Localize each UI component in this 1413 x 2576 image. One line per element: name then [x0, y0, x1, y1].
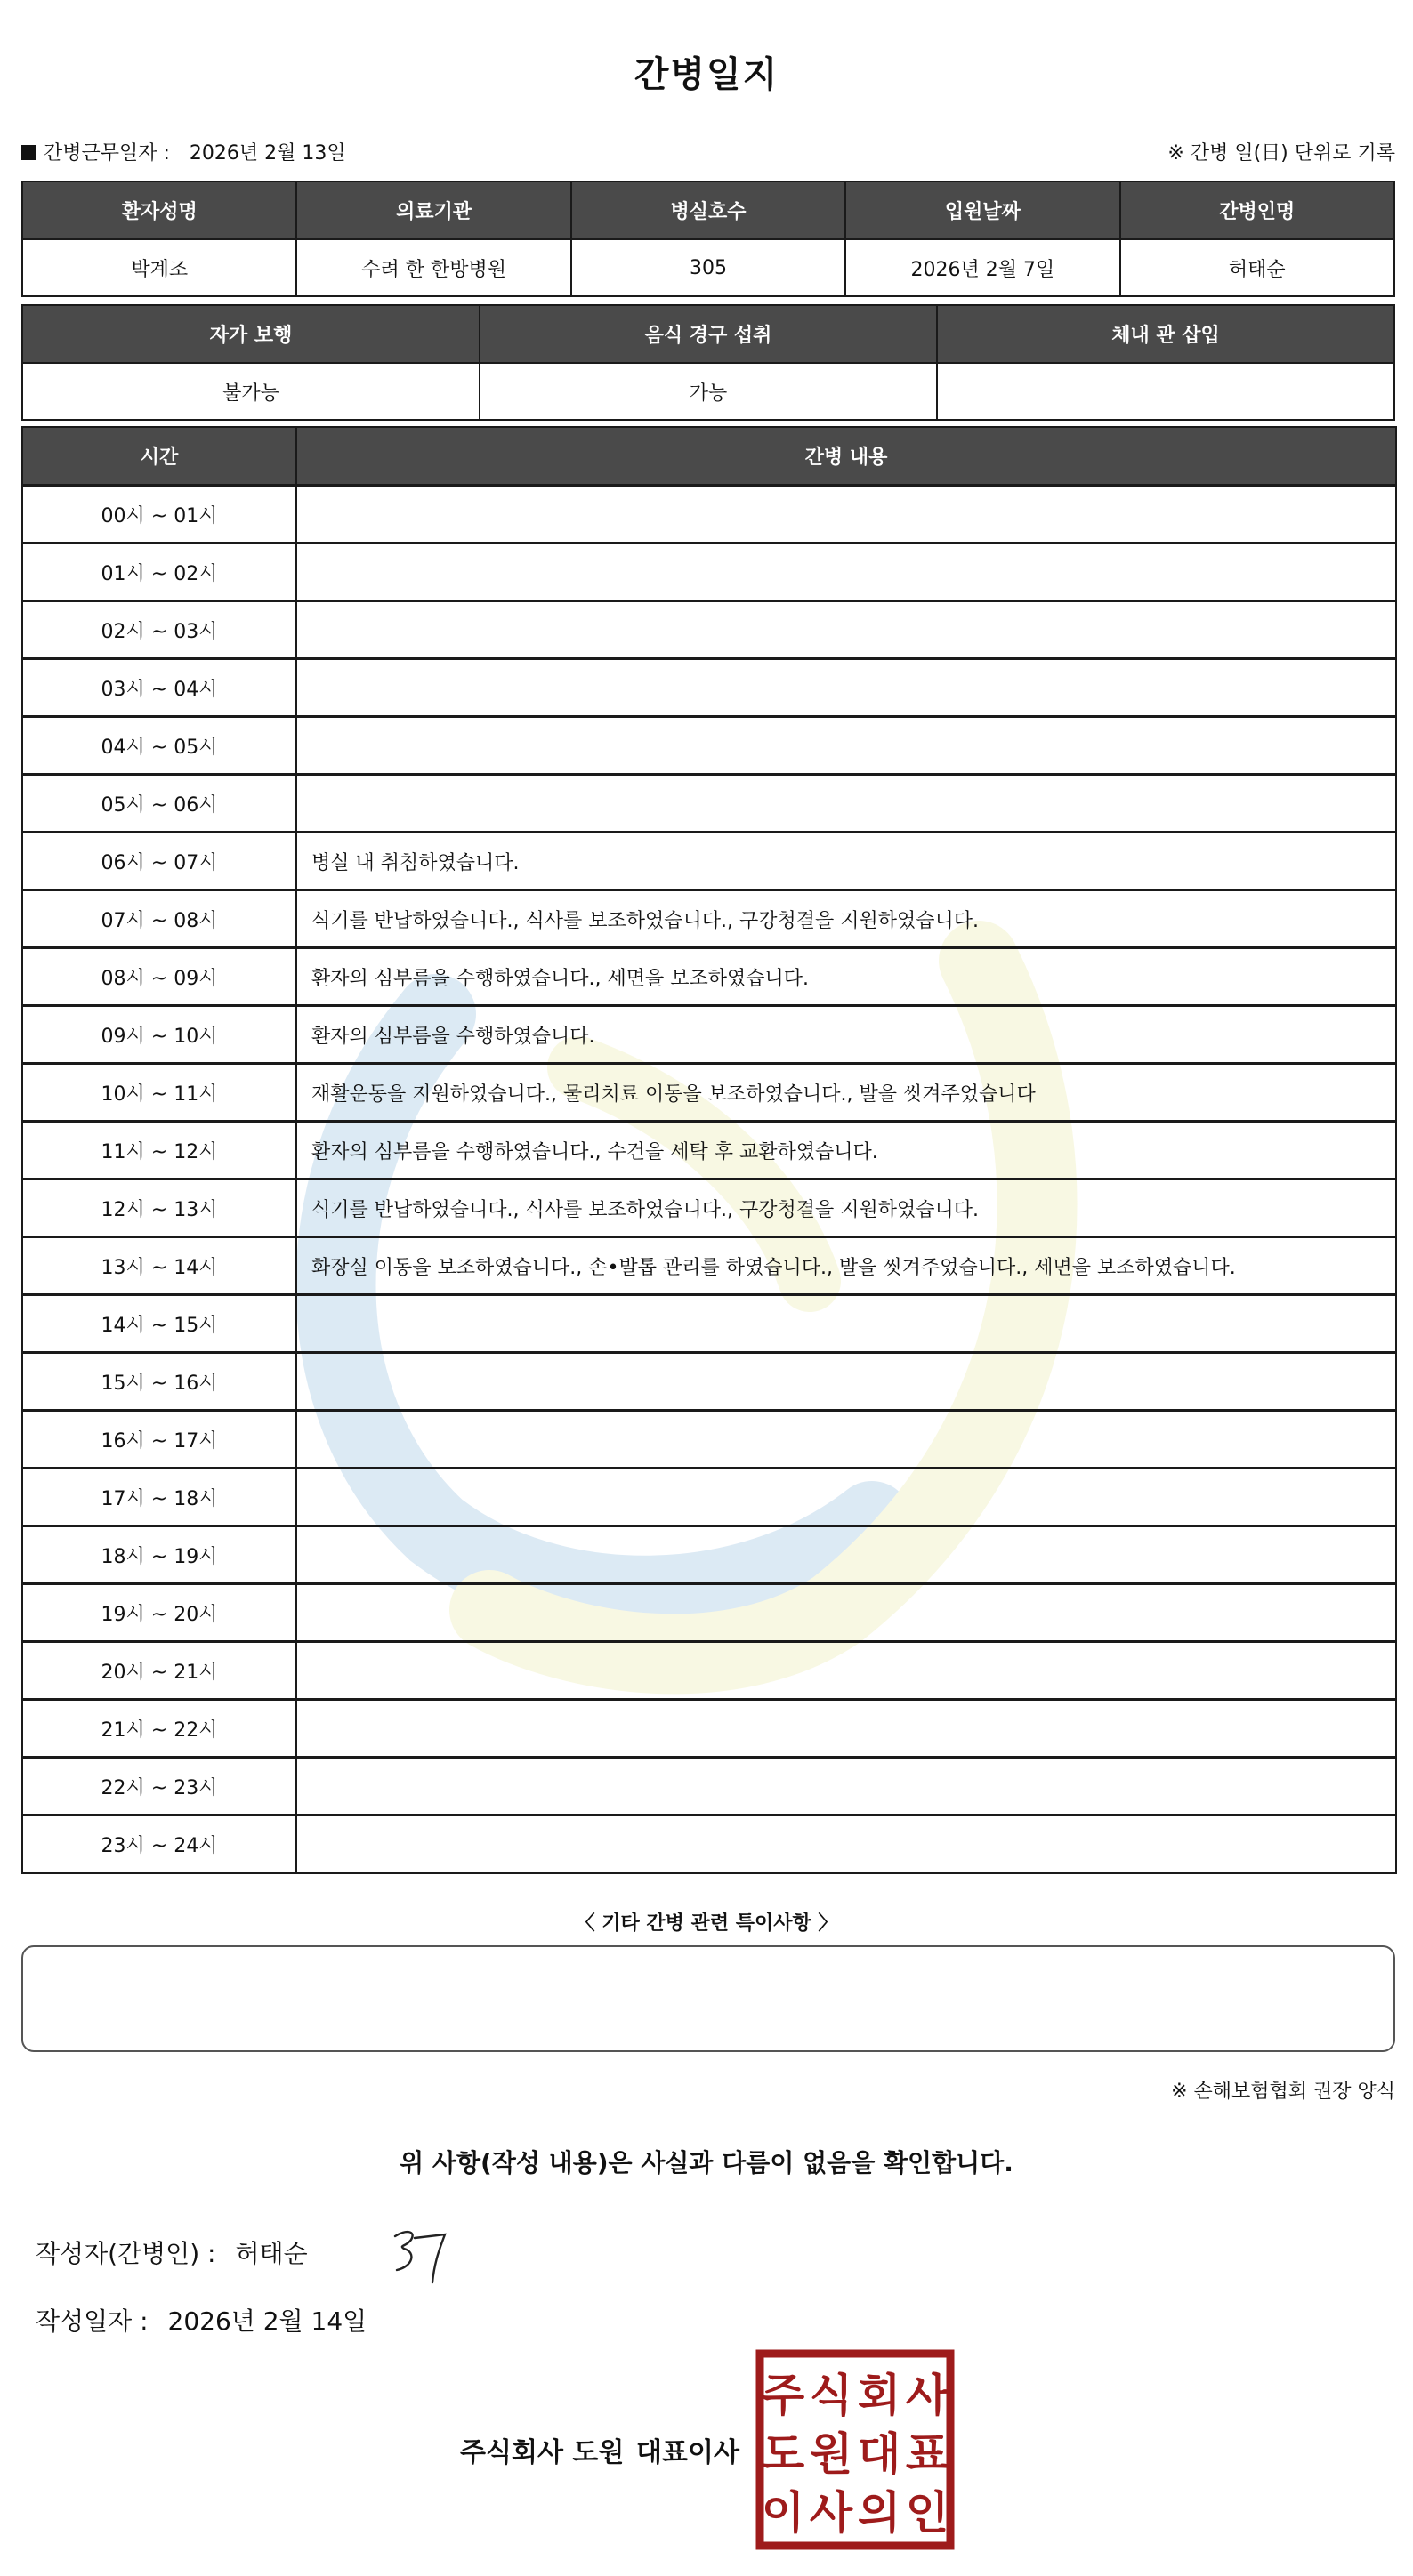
header-care-content: 간병 내용	[296, 427, 1396, 486]
care-content	[296, 775, 1396, 833]
care-content	[296, 1526, 1396, 1584]
care-content	[296, 486, 1396, 543]
care-content: 환자의 심부름을 수행하였습니다., 수건을 세탁 후 교환하였습니다.	[296, 1122, 1396, 1179]
unit-note: ※ 간병 일(日) 단위로 기록	[1167, 142, 1395, 165]
time-slot: 09시 ~ 10시	[22, 1006, 296, 1064]
care-content	[296, 659, 1396, 717]
time-slot: 06시 ~ 07시	[22, 833, 296, 890]
care-content: 식기를 반납하였습니다., 식사를 보조하였습니다., 구강청결을 지원하였습니다.	[296, 890, 1396, 948]
table-row	[22, 890, 1396, 948]
care-content	[296, 601, 1396, 659]
time-slot: 19시 ~ 20시	[22, 1584, 296, 1642]
time-slot: 07시 ~ 08시	[22, 890, 296, 948]
care-content	[296, 1411, 1396, 1469]
patient-name: 박계조	[22, 239, 296, 296]
care-content: 병실 내 취침하였습니다.	[296, 833, 1396, 890]
company-name: 주식회사 도원	[460, 2437, 625, 2468]
table-row	[22, 486, 1396, 543]
room-number: 305	[571, 239, 845, 296]
table-row	[22, 1700, 1396, 1758]
tube-insertion-status	[937, 363, 1394, 420]
time-slot: 23시 ~ 24시	[22, 1815, 296, 1873]
company-seal-stamp	[755, 2348, 956, 2551]
table-row	[22, 1122, 1396, 1179]
table-row	[22, 601, 1396, 659]
notes-title: 〈 기타 간병 관련 특이사항 〉	[575, 1912, 838, 1935]
header-admission-date: 입원날짜	[845, 181, 1119, 239]
table-row	[22, 1584, 1396, 1642]
oral-intake-status: 가능	[480, 363, 937, 420]
table-row	[22, 659, 1396, 717]
header-patient-name: 환자성명	[22, 181, 296, 239]
time-slot: 08시 ~ 09시	[22, 948, 296, 1006]
work-date	[21, 138, 346, 165]
table-row	[22, 1064, 1396, 1122]
seal-character: 대	[857, 2428, 901, 2480]
time-slot: 04시 ~ 05시	[22, 717, 296, 775]
seal-character: 사	[905, 2370, 949, 2421]
time-slot: 11시 ~ 12시	[22, 1122, 296, 1179]
seal-character: 원	[809, 2428, 853, 2480]
time-slot: 22시 ~ 23시	[22, 1758, 296, 1815]
patient-status-table	[21, 304, 1395, 421]
seal-character: 식	[809, 2370, 853, 2421]
caregiver-name: 허태순	[1120, 239, 1394, 296]
care-content: 환자의 심부름을 수행하였습니다., 세면을 보조하였습니다.	[296, 948, 1396, 1006]
time-slot: 15시 ~ 16시	[22, 1353, 296, 1411]
writer-line	[36, 2234, 308, 2270]
header-tube-insertion: 체내 관 삽입	[937, 305, 1394, 363]
table-row	[22, 775, 1396, 833]
table-row	[22, 1642, 1396, 1700]
time-slot: 17시 ~ 18시	[22, 1469, 296, 1526]
table-row	[22, 1237, 1396, 1295]
work-date-label: 간병근무일자 :	[44, 142, 170, 165]
written-date-label: 작성일자 :	[36, 2306, 149, 2336]
care-content	[296, 1353, 1396, 1411]
written-date-value: 2026년 2월 14일	[167, 2306, 367, 2336]
care-log-table	[21, 426, 1397, 1874]
care-content: 화장실 이동을 보조하였습니다., 손•발톱 관리를 하였습니다., 발을 씻겨주었습니다., 세면을 보조하였습니다.	[296, 1237, 1396, 1295]
hospital-name: 수려 한 한방병원	[296, 239, 570, 296]
seal-character: 표	[905, 2428, 949, 2480]
table-row	[22, 1815, 1396, 1873]
care-content	[296, 1700, 1396, 1758]
header-oral-intake: 음식 경구 섭취	[480, 305, 937, 363]
table-row	[22, 1006, 1396, 1064]
table-row	[22, 543, 1396, 601]
time-slot: 03시 ~ 04시	[22, 659, 296, 717]
patient-info-table	[21, 181, 1395, 297]
time-slot: 05시 ~ 06시	[22, 775, 296, 833]
care-content	[296, 1815, 1396, 1873]
table-row	[22, 1526, 1396, 1584]
notes-box	[21, 1945, 1395, 2052]
seal-character: 도	[761, 2428, 805, 2480]
time-slot: 00시 ~ 01시	[22, 486, 296, 543]
care-content: 식기를 반납하였습니다., 식사를 보조하였습니다., 구강청결을 지원하였습니다.	[296, 1179, 1396, 1237]
time-slot: 16시 ~ 17시	[22, 1411, 296, 1469]
care-content	[296, 1758, 1396, 1815]
table-row	[22, 1353, 1396, 1411]
written-date-line	[36, 2302, 367, 2338]
care-content: 환자의 심부름을 수행하였습니다.	[296, 1006, 1396, 1064]
care-content	[296, 1642, 1396, 1700]
header-room: 병실호수	[571, 181, 845, 239]
table-row	[22, 833, 1396, 890]
seal-character: 이	[761, 2487, 805, 2539]
table-row	[22, 717, 1396, 775]
work-date-value: 2026년 2월 13일	[189, 142, 346, 165]
time-slot: 12시 ~ 13시	[22, 1179, 296, 1237]
table-row	[22, 1469, 1396, 1526]
seal-character: 인	[905, 2487, 949, 2539]
header-caregiver: 간병인명	[1120, 181, 1394, 239]
ceo-label: 대표이사	[636, 2437, 739, 2468]
page-title: 간병일지	[634, 54, 779, 95]
seal-character: 의	[857, 2487, 901, 2539]
care-content	[296, 717, 1396, 775]
confirmation-statement: 위 사항(작성 내용)은 사실과 다름이 없음을 확인합니다.	[400, 2148, 1013, 2178]
time-slot: 18시 ~ 19시	[22, 1526, 296, 1584]
table-row	[22, 1411, 1396, 1469]
square-bullet-icon	[21, 145, 36, 160]
care-content	[296, 543, 1396, 601]
time-slot: 14시 ~ 15시	[22, 1295, 296, 1353]
table-row	[22, 1179, 1396, 1237]
care-content	[296, 1295, 1396, 1353]
walking-status: 불가능	[22, 363, 480, 420]
handwritten-signature	[390, 2224, 452, 2286]
seal-character: 주	[761, 2370, 805, 2421]
seal-character: 회	[857, 2370, 901, 2421]
table-row	[22, 1295, 1396, 1353]
writer-label: 작성자(간병인) :	[36, 2239, 216, 2268]
care-content	[296, 1584, 1396, 1642]
form-note: ※ 손해보험협회 권장 양식	[1171, 2081, 1395, 2103]
header-hospital: 의료기관	[296, 181, 570, 239]
time-slot: 02시 ~ 03시	[22, 601, 296, 659]
table-row	[22, 1758, 1396, 1815]
care-log-body	[22, 486, 1396, 1873]
seal-character: 사	[809, 2487, 853, 2539]
table-row	[22, 948, 1396, 1006]
time-slot: 13시 ~ 14시	[22, 1237, 296, 1295]
time-slot: 01시 ~ 02시	[22, 543, 296, 601]
care-content: 재활운동을 지원하였습니다., 물리치료 이동을 보조하였습니다., 발을 씻겨주었습니다	[296, 1064, 1396, 1122]
time-slot: 21시 ~ 22시	[22, 1700, 296, 1758]
header-walking: 자가 보행	[22, 305, 480, 363]
care-content	[296, 1469, 1396, 1526]
writer-name: 허태순	[235, 2239, 308, 2268]
time-slot: 10시 ~ 11시	[22, 1064, 296, 1122]
admission-date: 2026년 2월 7일	[845, 239, 1119, 296]
header-time: 시간	[22, 427, 296, 486]
time-slot: 20시 ~ 21시	[22, 1642, 296, 1700]
